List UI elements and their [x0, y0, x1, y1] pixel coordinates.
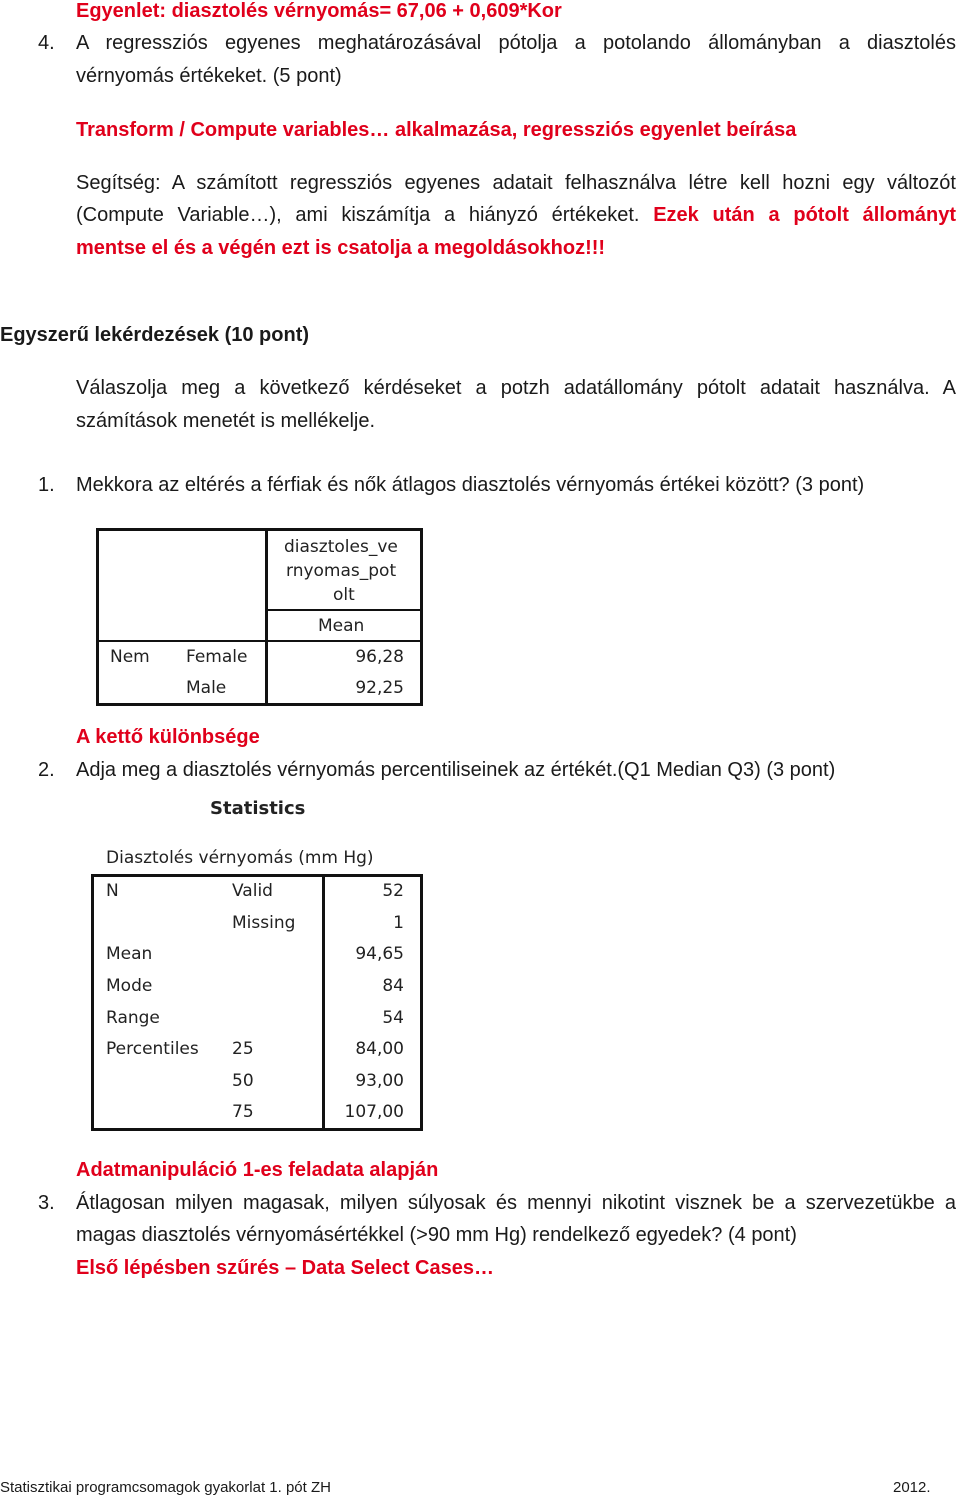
means-header-rule: [267, 609, 420, 611]
means-header-line2: rnyomas_pot: [286, 561, 397, 581]
section-intro-line1: Válaszolja meg a következő kérdéseket a potzh adatállomány pótolt adatait használva. A: [76, 377, 956, 399]
q3-number: 3.: [38, 1192, 55, 1214]
statistics-title: Statistics: [210, 798, 306, 819]
stat-row-sublabel: 75: [232, 1102, 254, 1122]
item4-text-line2: vérnyomás értékeket. (5 pont): [76, 65, 342, 87]
means-header-line3: olt: [333, 585, 355, 605]
means-row-label: Male: [186, 678, 227, 698]
means-group-label: Nem: [110, 647, 150, 667]
help-text-line1: Segítség: A számított regressziós egyenes adatait felhasználva létre kell hozni egy változót: [76, 172, 956, 194]
q3-answer: Első lépésben szűrés – Data Select Cases…: [76, 1257, 494, 1279]
statistics-table-divider: [322, 874, 325, 1131]
means-row-value: 96,28: [355, 647, 404, 667]
stat-row-value: 52: [382, 881, 404, 901]
stat-row-value: 84: [382, 976, 404, 996]
means-stat-header: Mean: [318, 616, 365, 636]
stat-row-sublabel: 25: [232, 1039, 254, 1059]
means-table-divider: [265, 528, 268, 706]
stat-row-sublabel: 50: [232, 1071, 254, 1091]
stat-row-label: Mode: [106, 976, 153, 996]
help-text-warning-line3: mentse el és a végén ezt is csatolja a megoldásokhoz!!!: [76, 237, 606, 259]
stat-row-label: Percentiles: [106, 1039, 199, 1059]
stat-row-value: 1: [393, 913, 404, 933]
q1-answer: A kettő különbsége: [76, 726, 260, 748]
stat-row-label: N: [106, 881, 119, 901]
statistics-variable: Diasztolés vérnyomás (mm Hg): [106, 848, 374, 868]
footer-title: Statisztikai programcsomagok gyakorlat 1. pót ZH: [0, 1479, 331, 1496]
stat-row-value: 93,00: [355, 1071, 404, 1091]
stat-row-value: 84,00: [355, 1039, 404, 1059]
help-text-plain: (Compute Variable…), ami kiszámítja a hiányzó értékeket.: [76, 204, 640, 226]
equation-text: Egyenlet: diasztolés vérnyomás= 67,06 + 0,609*Kor: [76, 0, 562, 22]
section-title: Egyszerű lekérdezések (10 pont): [0, 324, 310, 346]
stat-row-value: 94,65: [355, 944, 404, 964]
help-text-warning: Ezek után a pótolt állományt: [653, 204, 956, 226]
stat-row-value: 54: [382, 1008, 404, 1028]
help-text-line2: [76, 199, 956, 231]
means-body-rule: [99, 640, 420, 642]
q3-text-line1: Átlagosan milyen magasak, milyen súlyosak és mennyi nikotint visznek be a szervezetükbe a: [76, 1192, 956, 1214]
stat-row-label: Range: [106, 1008, 160, 1028]
q2-answer: Adatmanipuláció 1-es feladata alapján: [76, 1159, 439, 1181]
means-row-value: 92,25: [355, 678, 404, 698]
section-intro-line2: számítások menetét is mellékelje.: [76, 410, 376, 432]
item4-answer: Transform / Compute variables… alkalmazása, regressziós egyenlet beírása: [76, 119, 797, 141]
q2-text: Adja meg a diasztolés vérnyomás percentiliseinek az értékét.(Q1 Median Q3) (3 pont): [76, 759, 836, 781]
item-number: 4.: [38, 32, 55, 54]
q3-text-line2: magas diasztolés vérnyomásértékkel (>90 mm Hg) rendelkező egyedek? (4 pont): [76, 1224, 797, 1246]
stat-row-sublabel: Missing: [232, 913, 296, 933]
stat-row-label: Mean: [106, 944, 153, 964]
q2-number: 2.: [38, 759, 55, 781]
item4-text-line1: A regressziós egyenes meghatározásával pótolja a potolando állományban a diasztolés: [76, 32, 956, 54]
footer-year: 2012.: [893, 1479, 931, 1496]
q1-text: Mekkora az eltérés a férfiak és nők átlagos diasztolés vérnyomás értékei között? (3 pont): [76, 474, 865, 496]
q1-number: 1.: [38, 474, 55, 496]
stat-row-sublabel: Valid: [232, 881, 273, 901]
means-header-line1: diasztoles_ve: [284, 537, 398, 557]
means-row-label: Female: [186, 647, 248, 667]
stat-row-value: 107,00: [344, 1102, 404, 1122]
